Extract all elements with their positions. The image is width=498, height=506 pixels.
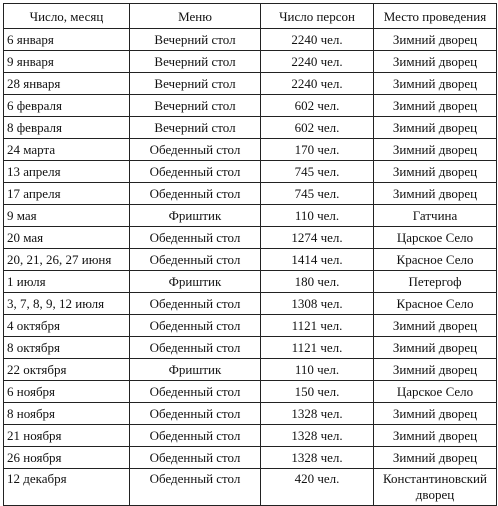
cell-count: 2240 чел.	[261, 51, 374, 73]
cell-date: 6 ноября	[4, 381, 130, 403]
cell-count: 1308 чел.	[261, 293, 374, 315]
cell-date: 13 апреля	[4, 161, 130, 183]
cell-date: 21 ноября	[4, 425, 130, 447]
cell-place: Зимний дворец	[374, 183, 497, 205]
cell-place: Зимний дворец	[374, 117, 497, 139]
cell-menu: Обеденный стол	[130, 337, 261, 359]
events-table	[3, 3, 497, 506]
cell-count: 602 чел.	[261, 95, 374, 117]
cell-count: 602 чел.	[261, 117, 374, 139]
cell-place: Петергоф	[374, 271, 497, 293]
cell-date: 4 октября	[4, 315, 130, 337]
cell-menu: Обеденный стол	[130, 381, 261, 403]
cell-menu: Обеденный стол	[130, 183, 261, 205]
cell-place: Константиновский дворец	[374, 469, 497, 506]
cell-place: Зимний дворец	[374, 315, 497, 337]
cell-count: 1121 чел.	[261, 337, 374, 359]
table-row	[4, 139, 497, 161]
cell-date: 1 июля	[4, 271, 130, 293]
cell-count: 1414 чел.	[261, 249, 374, 271]
cell-menu: Вечерний стол	[130, 117, 261, 139]
cell-count: 110 чел.	[261, 359, 374, 381]
table-row	[4, 337, 497, 359]
cell-date: 8 ноября	[4, 403, 130, 425]
cell-count: 110 чел.	[261, 205, 374, 227]
cell-count: 420 чел.	[261, 469, 374, 506]
cell-place: Зимний дворец	[374, 51, 497, 73]
cell-menu: Обеденный стол	[130, 139, 261, 161]
cell-date: 6 февраля	[4, 95, 130, 117]
table-row	[4, 183, 497, 205]
cell-date: 8 октября	[4, 337, 130, 359]
cell-count: 150 чел.	[261, 381, 374, 403]
cell-count: 745 чел.	[261, 183, 374, 205]
cell-date: 9 мая	[4, 205, 130, 227]
table-row	[4, 227, 497, 249]
cell-menu: Обеденный стол	[130, 293, 261, 315]
header-menu: Меню	[130, 4, 261, 29]
table-row	[4, 315, 497, 337]
cell-date: 3, 7, 8, 9, 12 июля	[4, 293, 130, 315]
table-row	[4, 359, 497, 381]
cell-date: 20, 21, 26, 27 июня	[4, 249, 130, 271]
cell-menu: Фриштик	[130, 205, 261, 227]
cell-date: 6 января	[4, 29, 130, 51]
cell-menu: Обеденный стол	[130, 249, 261, 271]
table-row	[4, 271, 497, 293]
cell-menu: Обеденный стол	[130, 161, 261, 183]
cell-count: 745 чел.	[261, 161, 374, 183]
header-place: Место проведения	[374, 4, 497, 29]
cell-count: 2240 чел.	[261, 29, 374, 51]
cell-menu: Вечерний стол	[130, 29, 261, 51]
cell-menu: Обеденный стол	[130, 315, 261, 337]
cell-date: 9 января	[4, 51, 130, 73]
cell-place: Зимний дворец	[374, 447, 497, 469]
cell-place: Зимний дворец	[374, 95, 497, 117]
cell-date: 24 марта	[4, 139, 130, 161]
cell-menu: Обеденный стол	[130, 227, 261, 249]
cell-place: Красное Село	[374, 293, 497, 315]
cell-date: 20 мая	[4, 227, 130, 249]
table-row	[4, 447, 497, 469]
cell-count: 1274 чел.	[261, 227, 374, 249]
table-row	[4, 403, 497, 425]
table-row	[4, 95, 497, 117]
cell-date: 12 декабря	[4, 469, 130, 506]
cell-date: 26 ноября	[4, 447, 130, 469]
cell-count: 170 чел.	[261, 139, 374, 161]
table-row	[4, 205, 497, 227]
cell-place: Царское Село	[374, 227, 497, 249]
cell-menu: Обеденный стол	[130, 469, 261, 506]
cell-menu: Фриштик	[130, 359, 261, 381]
cell-menu: Обеденный стол	[130, 425, 261, 447]
cell-menu: Фриштик	[130, 271, 261, 293]
table-row	[4, 73, 497, 95]
header-row	[4, 4, 497, 29]
table-row	[4, 293, 497, 315]
cell-place: Зимний дворец	[374, 161, 497, 183]
table-row	[4, 161, 497, 183]
table-row	[4, 29, 497, 51]
cell-date: 22 октября	[4, 359, 130, 381]
cell-place: Зимний дворец	[374, 403, 497, 425]
cell-place: Зимний дворец	[374, 73, 497, 95]
cell-count: 1328 чел.	[261, 403, 374, 425]
cell-menu: Обеденный стол	[130, 447, 261, 469]
table-row	[4, 425, 497, 447]
cell-count: 1328 чел.	[261, 425, 374, 447]
cell-menu: Вечерний стол	[130, 73, 261, 95]
cell-menu: Обеденный стол	[130, 403, 261, 425]
cell-place: Красное Село	[374, 249, 497, 271]
table-row	[4, 51, 497, 73]
cell-date: 17 апреля	[4, 183, 130, 205]
table-header	[4, 4, 497, 29]
cell-count: 1328 чел.	[261, 447, 374, 469]
table-container	[3, 3, 497, 506]
cell-place: Зимний дворец	[374, 425, 497, 447]
cell-place: Зимний дворец	[374, 139, 497, 161]
cell-menu: Вечерний стол	[130, 95, 261, 117]
cell-date: 8 февраля	[4, 117, 130, 139]
table-row	[4, 117, 497, 139]
cell-count: 1121 чел.	[261, 315, 374, 337]
cell-place: Зимний дворец	[374, 359, 497, 381]
header-count: Число персон	[261, 4, 374, 29]
cell-menu: Вечерний стол	[130, 51, 261, 73]
cell-place: Зимний дворец	[374, 337, 497, 359]
cell-place: Зимний дворец	[374, 29, 497, 51]
table-body	[4, 29, 497, 506]
table-row	[4, 381, 497, 403]
header-date: Число, месяц	[4, 4, 130, 29]
cell-place: Царское Село	[374, 381, 497, 403]
cell-count: 180 чел.	[261, 271, 374, 293]
cell-count: 2240 чел.	[261, 73, 374, 95]
cell-date: 28 января	[4, 73, 130, 95]
table-row	[4, 469, 497, 506]
cell-place: Гатчина	[374, 205, 497, 227]
table-row	[4, 249, 497, 271]
